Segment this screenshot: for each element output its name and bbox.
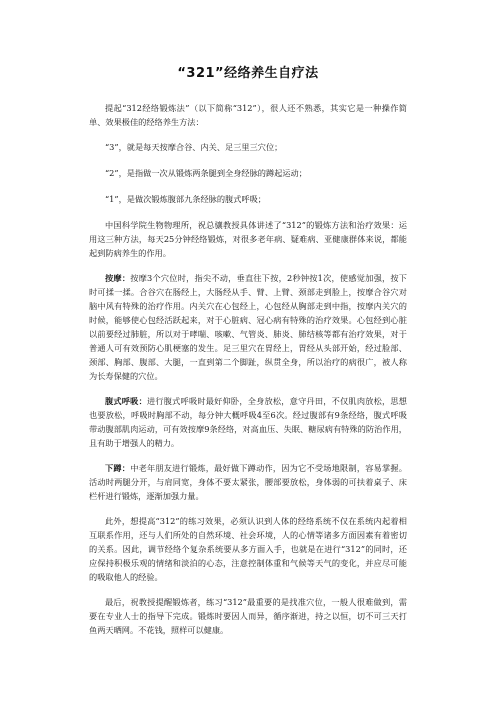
squat-text: 中老年朋友进行锻炼，最好做下蹲动作，因为它不受场地限制，容易掌握。活动时两腿分开，与肩同宽，身体不要太紧张，腰部要放松，身体弱的可扶着桌子、床栏杆进行锻炼，逐渐加强力量。 [89, 463, 407, 501]
system-paragraph: 此外，想提高“312”的练习效果，必须认识到人体的经络系统不仅在系统内起着相互联系作用，还与人们所处的自然环境、社会环境，人的心情等诸多方面因素有着密切的关系。因此，调节经络个复杂系统要从多方面入手，也就是在进行“312”的同时，还应保持积极乐观的情绪和淡泊的心态，注意控制体重和气候等天气的变化，并应尽可能的吸取他人的经验。 [89, 516, 407, 582]
massage-text: 按摩3个穴位时，指尖不动，垂直往下按，2秒钟按1次，使感觉加强，按下时可揉一揉。合谷穴在肠经上，大肠经从手、臂、上臂、颈部走到脸上，按摩合谷穴对脑中风有特殊的治疗作用。内关穴在心包经上，心包经从胸部走到中指，按摩内关穴的时候，能够使心包经活跃起来，对于心脏病、冠心病有特殊的治疗效果。心包经到心脏以前要经过肺脏，所以对于哮喘、咳嗽、气管炎、肺炎、肺结核等都有治疗效果，对于普通人可有效预防心肌梗塞的发生。足三里穴在胃经上，胃经从头部开始，经过脸部、颈部、胸部、腹部、大腿，一直到第二个脚趾，纵贯全身，所以治疗的病很广，被人称为长寿保健的穴位。 [89, 273, 407, 381]
intro-paragraph: 提起“312经络锻炼法”（以下简称“312”），很人还不熟悉，其实它是一种操作简单、效果极佳的经络养生方法： [89, 103, 407, 127]
final-paragraph: 最后，祝教授提醒锻炼者，练习“312”最重要的是找准穴位，一般人很难做到，需要在专业人士的指导下完成。锻炼时要因人而异，循序渐进，持之以恒，切不可三天打鱼两天晒网。不花钱，照样可以健康。 [89, 597, 407, 635]
breathing-text: 进行腹式呼吸时最好仰卧，全身放松，意守丹田，不仅肌肉放松，思想也要放松，呼吸时胸部不动，每分钟大概呼吸4至6次。经过腹部有9条经络，腹式呼吸带动腹部肌肉运动，可有效按摩9条经络，对高血压、失眠、糖尿病有特殊的防治作用，且有助于增强人的精力。 [89, 396, 407, 448]
method-item-3: “3”，就是每天按摩合谷、内关、足三里三穴位； [105, 142, 283, 152]
breathing-paragraph [89, 394, 407, 450]
document-title: “321”经络养生自疗法 [177, 66, 319, 81]
method-item-1: “1”，是做次锻炼腹部九条经脉的腹式呼吸； [105, 194, 266, 204]
research-paragraph: 中国科学院生物物理所，祝总骧教授具体讲述了“312”的锻炼方法和治疗效果：运用这三种方法，每天25分钟经络锻炼，对很多老年病、疑难病、亚健康群体来说，都能起到防病养生的作用。 [89, 220, 407, 258]
method-item-2: “2”，是指做一次从锻炼两条腿到全身经脉的蹲起运动； [105, 168, 307, 178]
massage-heading: 按摩： [105, 273, 131, 283]
massage-paragraph [89, 271, 407, 383]
squat-paragraph [89, 461, 407, 503]
breathing-heading: 腹式呼吸： [105, 396, 147, 406]
squat-heading: 下蹲： [105, 463, 131, 473]
